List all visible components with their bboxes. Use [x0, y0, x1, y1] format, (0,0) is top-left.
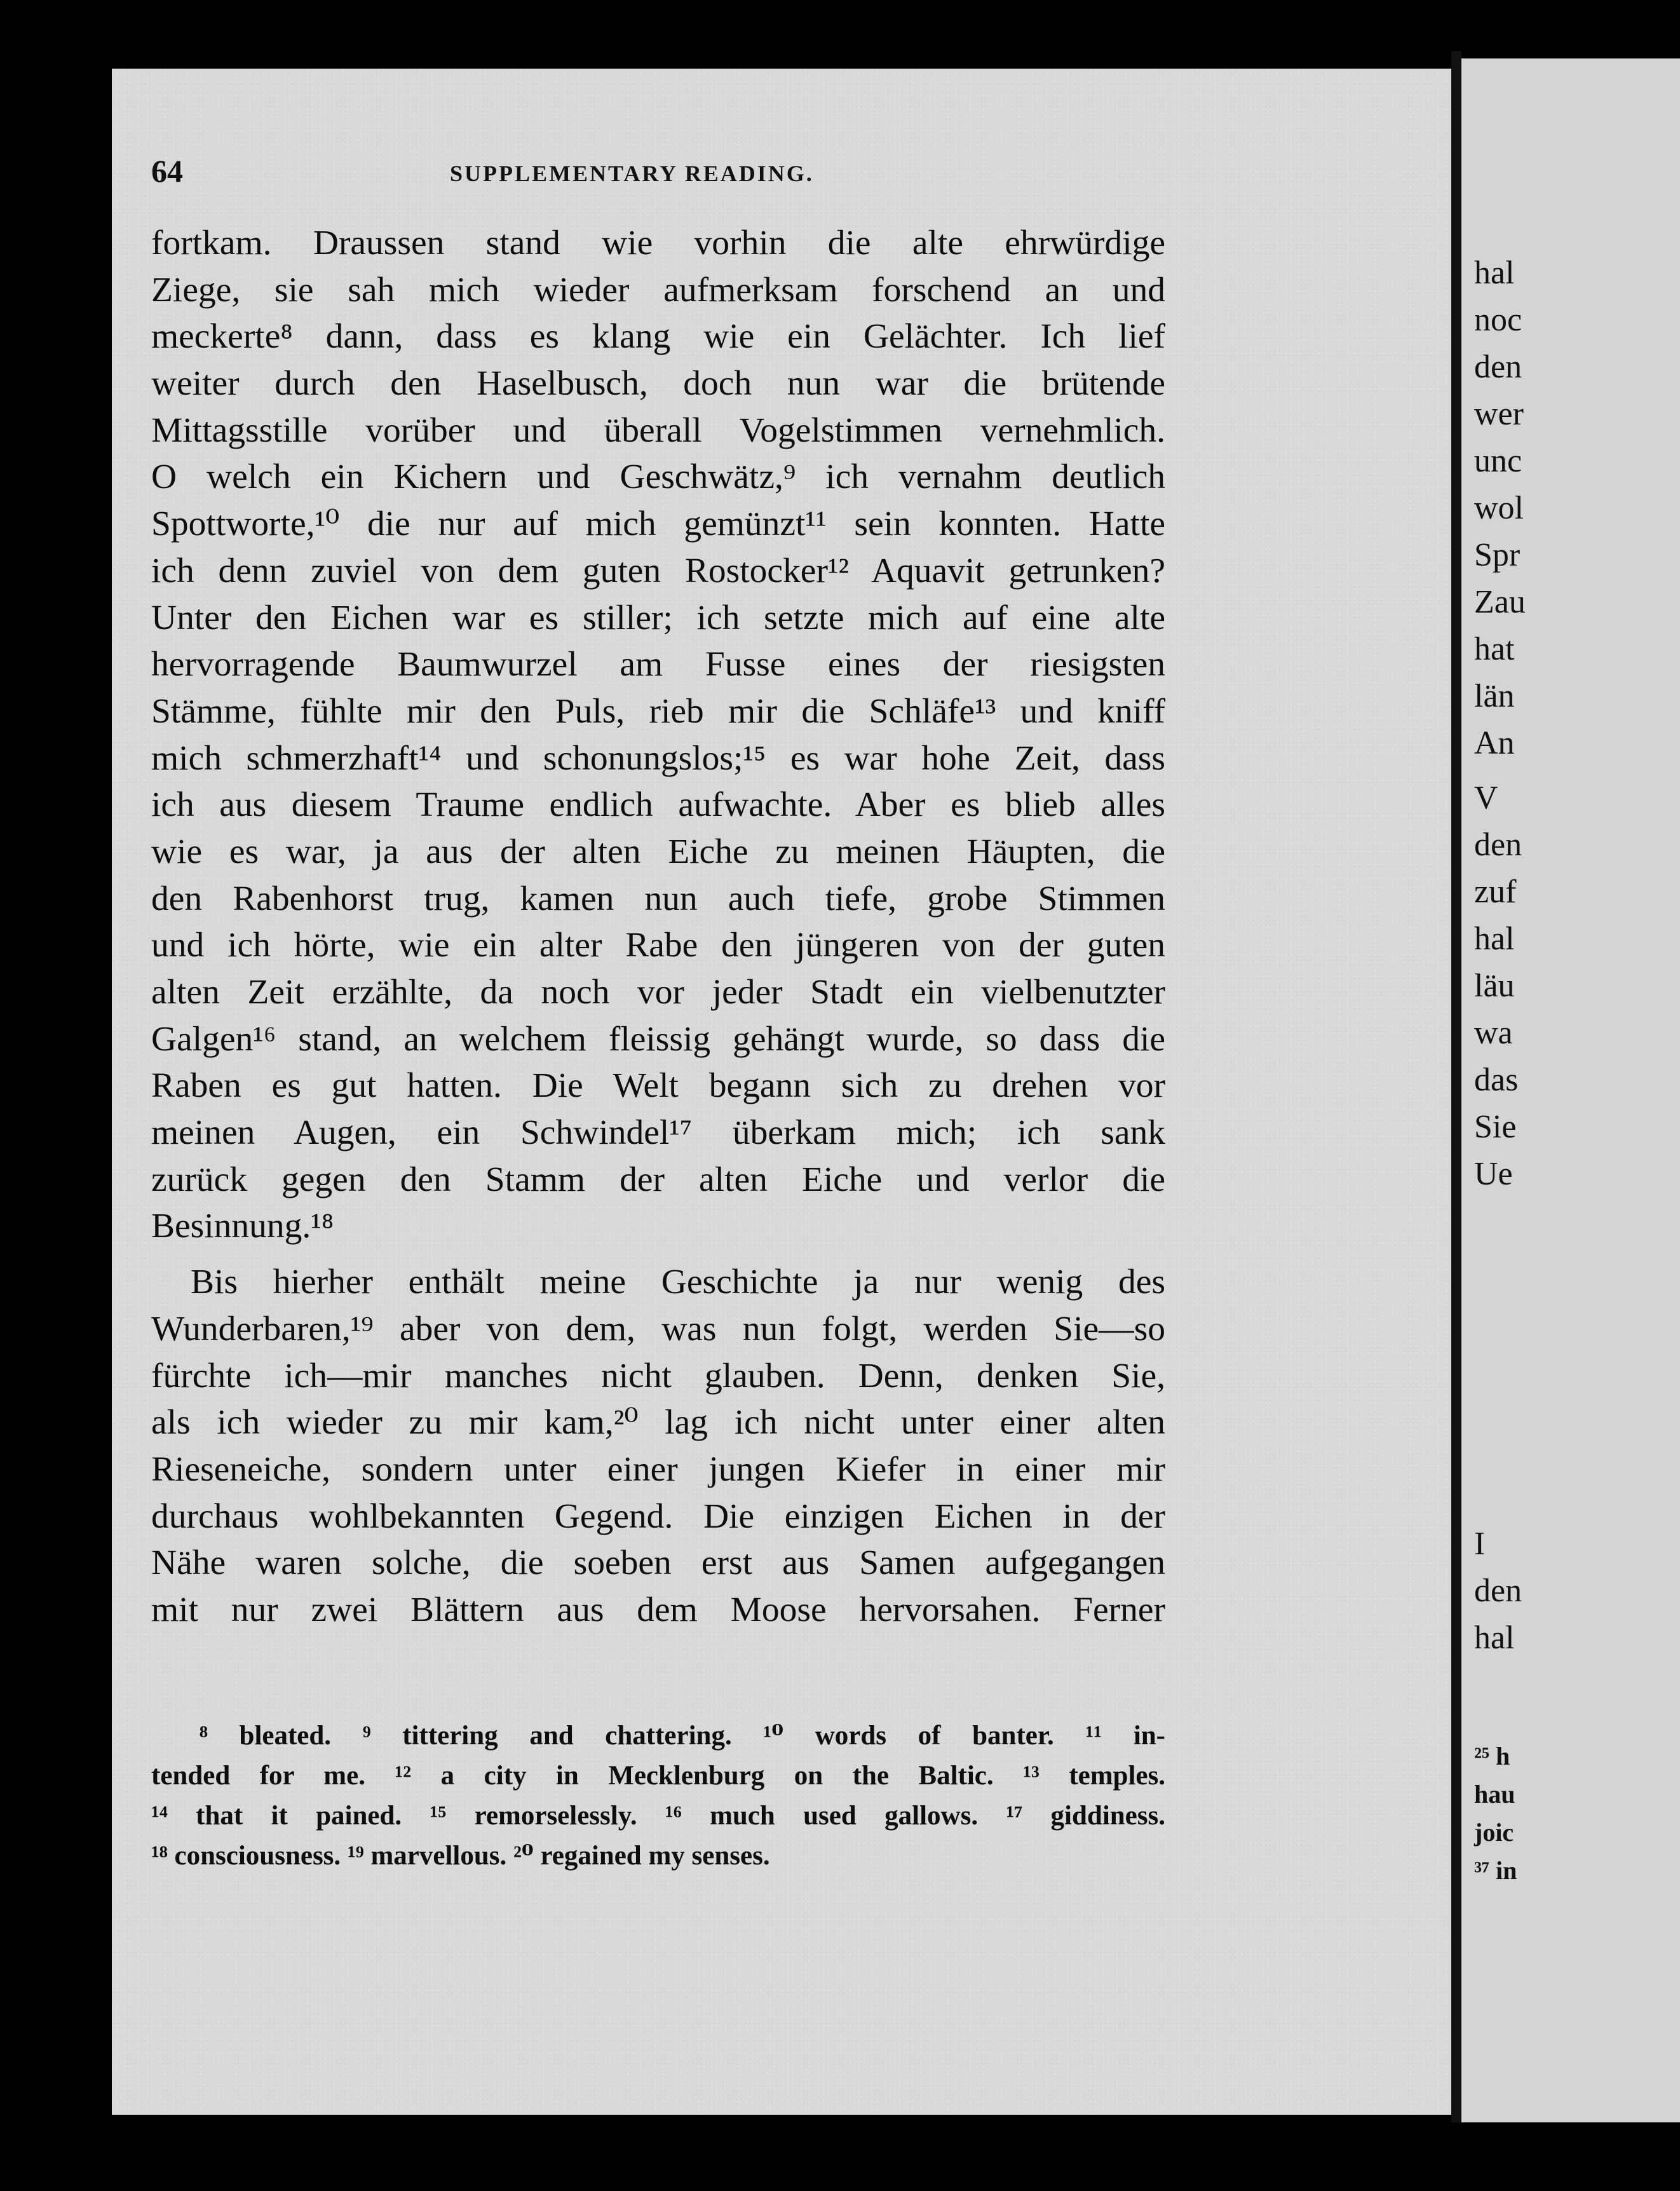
- right-page-text-line: den: [1474, 349, 1522, 385]
- text-line: als ich wieder zu mir kam,²⁰ lag ich nicht unter einer alten: [151, 1403, 1165, 1442]
- body-text: [151, 220, 1165, 1634]
- right-page-text-line: I: [1474, 1526, 1486, 1562]
- right-page-text-line: unc: [1474, 443, 1522, 479]
- right-page-text-line: hal: [1474, 921, 1515, 957]
- right-page-text-line: län: [1474, 678, 1515, 714]
- right-page-text-line: läu: [1474, 968, 1515, 1004]
- right-page-text-line: das: [1474, 1062, 1519, 1098]
- text-line: Bis hierher enthält meine Geschichte ja nur wenig des: [191, 1263, 1165, 1302]
- text-line: fortkam. Draussen stand wie vorhin die alte ehrwürdige: [151, 224, 1165, 262]
- text-line: Galgen¹⁶ stand, an welchem fleissig gehängt wurde, so dass die: [151, 1019, 1165, 1059]
- footnote-line: tended for me. ¹² a city in Mecklenburg on the Baltic. ¹³ temples.: [151, 1761, 1165, 1791]
- text-line: Spottworte,¹⁰ die nur auf mich gemünzt¹¹ sein konnten. Hatte: [151, 505, 1165, 544]
- text-line: fürchte ich—mir manches nicht glauben. Denn, denken Sie,: [151, 1356, 1165, 1395]
- text-line: ich aus diesem Traume endlich aufwachte. Aber es blieb alles: [151, 785, 1165, 825]
- text-line: O welch ein Kichern und Geschwätz,⁹ ich vernahm deutlich: [151, 458, 1165, 497]
- right-page-text-line: hal: [1474, 255, 1515, 291]
- right-page-text-line: zuf: [1474, 874, 1517, 910]
- text-line: Raben es gut hatten. Die Welt begann sich zu drehen vor: [151, 1066, 1165, 1106]
- text-line: Wunderbaren,¹⁹ aber von dem, was nun folgt, werden Sie—so: [151, 1309, 1165, 1348]
- right-page-text-line: V: [1474, 780, 1498, 816]
- text-line: hervorragende Baumwurzel am Fusse eines der riesigsten: [151, 645, 1165, 684]
- text-line: Nähe waren solche, die soeben erst aus Samen aufgegangen: [151, 1543, 1165, 1583]
- right-page-footnote-line: ²⁵ h: [1474, 1742, 1510, 1770]
- text-line: zurück gegen den Stamm der alten Eiche und verlor die: [151, 1160, 1165, 1199]
- text-line: meckerte⁸ dann, dass es klang wie ein Gelächter. Ich lief: [151, 317, 1165, 356]
- text-line: ich denn zuviel von dem guten Rostocker¹² Aquavit getrunken?: [151, 551, 1165, 590]
- paragraph-2: [151, 1259, 1165, 1634]
- text-line: mich schmerzhaft¹⁴ und schonungslos;¹⁵ es war hohe Zeit, dass: [151, 738, 1165, 778]
- right-page-text-line: wa: [1474, 1015, 1513, 1051]
- right-page-text-line: hal: [1474, 1620, 1515, 1656]
- text-line: durchaus wohlbekannten Gegend. Die einzigen Eichen in der: [151, 1496, 1165, 1536]
- page-header: [151, 153, 1165, 197]
- right-page-text-line: wer: [1474, 396, 1524, 432]
- text-line: mit nur zwei Blättern aus dem Moose hervorsahen. Ferner: [151, 1590, 1165, 1629]
- right-page-footnote-line: joic: [1474, 1818, 1514, 1847]
- text-line: weiter durch den Haselbusch, doch nun war die brütende: [151, 364, 1165, 404]
- page-number: 64: [151, 153, 183, 189]
- footnote-line: ¹⁸ consciousness. ¹⁹ marvellous. ²⁰ regained my senses.: [151, 1841, 770, 1871]
- right-page-footnote-line: ³⁷ in: [1474, 1856, 1517, 1885]
- right-page-text-line: Sie: [1474, 1109, 1517, 1145]
- right-page-text-line: Spr: [1474, 537, 1521, 573]
- footnote-line: ⁸ bleated. ⁹ tittering and chattering. ¹⁰ words of banter. ¹¹ in-: [200, 1721, 1165, 1751]
- book-page-right: [1461, 58, 1680, 2122]
- right-page-text-line: wol: [1474, 490, 1524, 526]
- text-line: wie es war, ja aus der alten Eiche zu meinen Häupten, die: [151, 832, 1165, 871]
- right-page-text-line: hat: [1474, 631, 1515, 667]
- right-page-text-line: An: [1474, 725, 1515, 761]
- text-line: Rieseneiche, sondern unter einer jungen Kiefer in einer mir: [151, 1449, 1165, 1489]
- text-line: Mittagsstille vorüber und überall Vogelstimmen vernehmlich.: [151, 410, 1165, 450]
- text-line: Unter den Eichen war es stiller; ich setzte mich auf eine alte: [151, 598, 1165, 637]
- text-line: alten Zeit erzählte, da noch vor jeder Stadt ein vielbenutzter: [151, 973, 1165, 1012]
- text-line: den Rabenhorst trug, kamen nun auch tiefe, grobe Stimmen: [151, 879, 1165, 918]
- right-page-text-line: noc: [1474, 302, 1522, 338]
- footnotes: [151, 1716, 1165, 1876]
- gutter: [1451, 51, 1461, 2122]
- right-page-footnote-line: hau: [1474, 1780, 1515, 1808]
- text-line: Stämme, fühlte mir den Puls, rieb mir die Schläfe¹³ und kniff: [151, 691, 1165, 731]
- right-page-text-line: den: [1474, 827, 1522, 863]
- right-page-text-line: Zau: [1474, 584, 1526, 620]
- running-head: SUPPLEMENTARY READING.: [450, 161, 814, 186]
- text-line: und ich hörte, wie ein alter Rabe den jüngeren von der guten: [151, 926, 1165, 965]
- paragraph-1: [151, 220, 1165, 1250]
- text-line: Besinnung.¹⁸: [151, 1207, 334, 1246]
- footnote-line: ¹⁴ that it pained. ¹⁵ remorselessly. ¹⁶ much used gallows. ¹⁷ giddiness.: [151, 1801, 1165, 1831]
- text-line: Ziege, sie sah mich wieder aufmerksam forschend an und: [151, 270, 1165, 309]
- right-page-text-line: den: [1474, 1573, 1522, 1609]
- text-line: meinen Augen, ein Schwindel¹⁷ überkam mich; ich sank: [151, 1113, 1165, 1153]
- right-page-text-line: Ue: [1474, 1156, 1513, 1192]
